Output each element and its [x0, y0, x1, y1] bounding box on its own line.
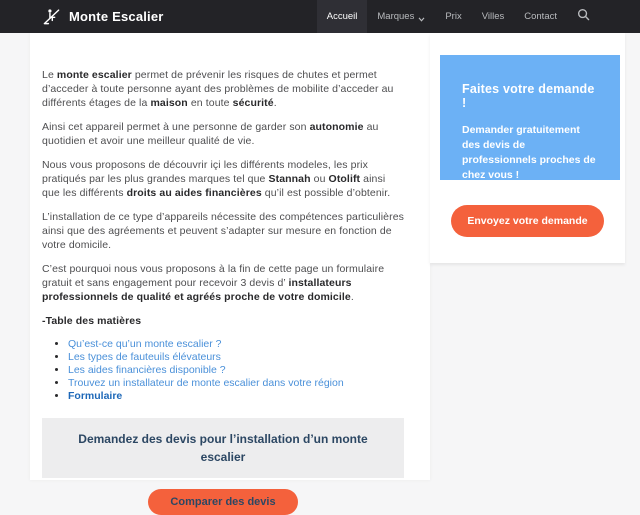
send-request-button[interactable]: Envoyez votre demande — [451, 205, 603, 237]
quote-cta-text: Demandez des devis pour l’installation d’un monte escalier — [78, 432, 368, 464]
toc-item — [68, 390, 404, 403]
top-navbar — [0, 0, 640, 33]
toc-link-installateur[interactable]: Trouvez un installateur de monte escalier dans votre région — [68, 377, 344, 389]
nav-item-contact[interactable]: Contact — [524, 11, 557, 22]
toc-link-definition[interactable]: Qu’est-ce qu’un monte escalier ? — [68, 338, 222, 350]
toc-title: -Table des matières — [42, 315, 142, 327]
promo-box — [440, 55, 620, 180]
quotes-paragraph: C’est pourquoi nous vous proposons à la fin de cette page un formulaire gratuit et sans engagement pour recevoir 3 devis d’ installateurs professionnels de qualité et agréés proche de votre domicile. — [42, 263, 385, 303]
site-title: Monte Escalier — [69, 9, 164, 24]
promo-title: Faites votre demande ! — [462, 82, 595, 110]
nav-item-accueil[interactable]: Accueil — [317, 0, 368, 33]
chevron-down-icon — [418, 14, 425, 19]
toc-link-formulaire[interactable]: Formulaire — [68, 390, 123, 402]
toc-item — [68, 377, 404, 390]
quote-cta-banner — [42, 418, 404, 478]
brands-paragraph: Nous vous proposons de découvrir içi les différents modeles, les prix pratiqués par les plus grandes marques tel que Stannah ou Otolift ainsi que les différents droits au aides financières qu’il est possible d’obtenir. — [42, 159, 391, 199]
sidebar-widget — [430, 33, 625, 263]
stairlift-logo-icon — [42, 7, 61, 26]
intro-paragraph: Le monte escalier permet de prévenir les risques de chutes et permet d’acceder à toute personne ayant des problèmes de mobilite d’acceder au différents étages de la maison en toute sécurité. — [42, 69, 394, 109]
toc-item — [68, 351, 404, 364]
nav-item-prix[interactable]: Prix — [445, 11, 462, 22]
search-button[interactable] — [567, 0, 600, 33]
autonomy-paragraph: Ainsi cet appareil permet à une personne de garder son autonomie au quotidien et avoir une meilleur qualité de vie. — [42, 121, 379, 147]
compare-quotes-button[interactable]: Comparer des devis — [148, 489, 297, 515]
table-of-contents — [68, 338, 404, 403]
installation-paragraph: L’installation de ce type d’appareils nécessite des compétences particulières ainsi que des agréements et peuvent s’adapter sur mesure en fonction de votre domicile. — [42, 211, 404, 251]
site-brand[interactable] — [0, 0, 164, 33]
promo-text: Demander gratuitement des devis de professionnels proches de chez vous ! — [462, 124, 596, 181]
nav-item-marques[interactable]: Marques — [367, 0, 435, 33]
toc-link-aides[interactable]: Les aides financières disponible ? — [68, 364, 226, 376]
article-content — [30, 33, 430, 508]
nav-item-villes[interactable]: Villes — [481, 11, 505, 22]
main-menu — [317, 0, 640, 33]
search-icon — [577, 8, 590, 26]
toc-item — [68, 364, 404, 377]
toc-link-types[interactable]: Les types de fauteuils élévateurs — [68, 351, 221, 363]
toc-item — [68, 338, 404, 351]
